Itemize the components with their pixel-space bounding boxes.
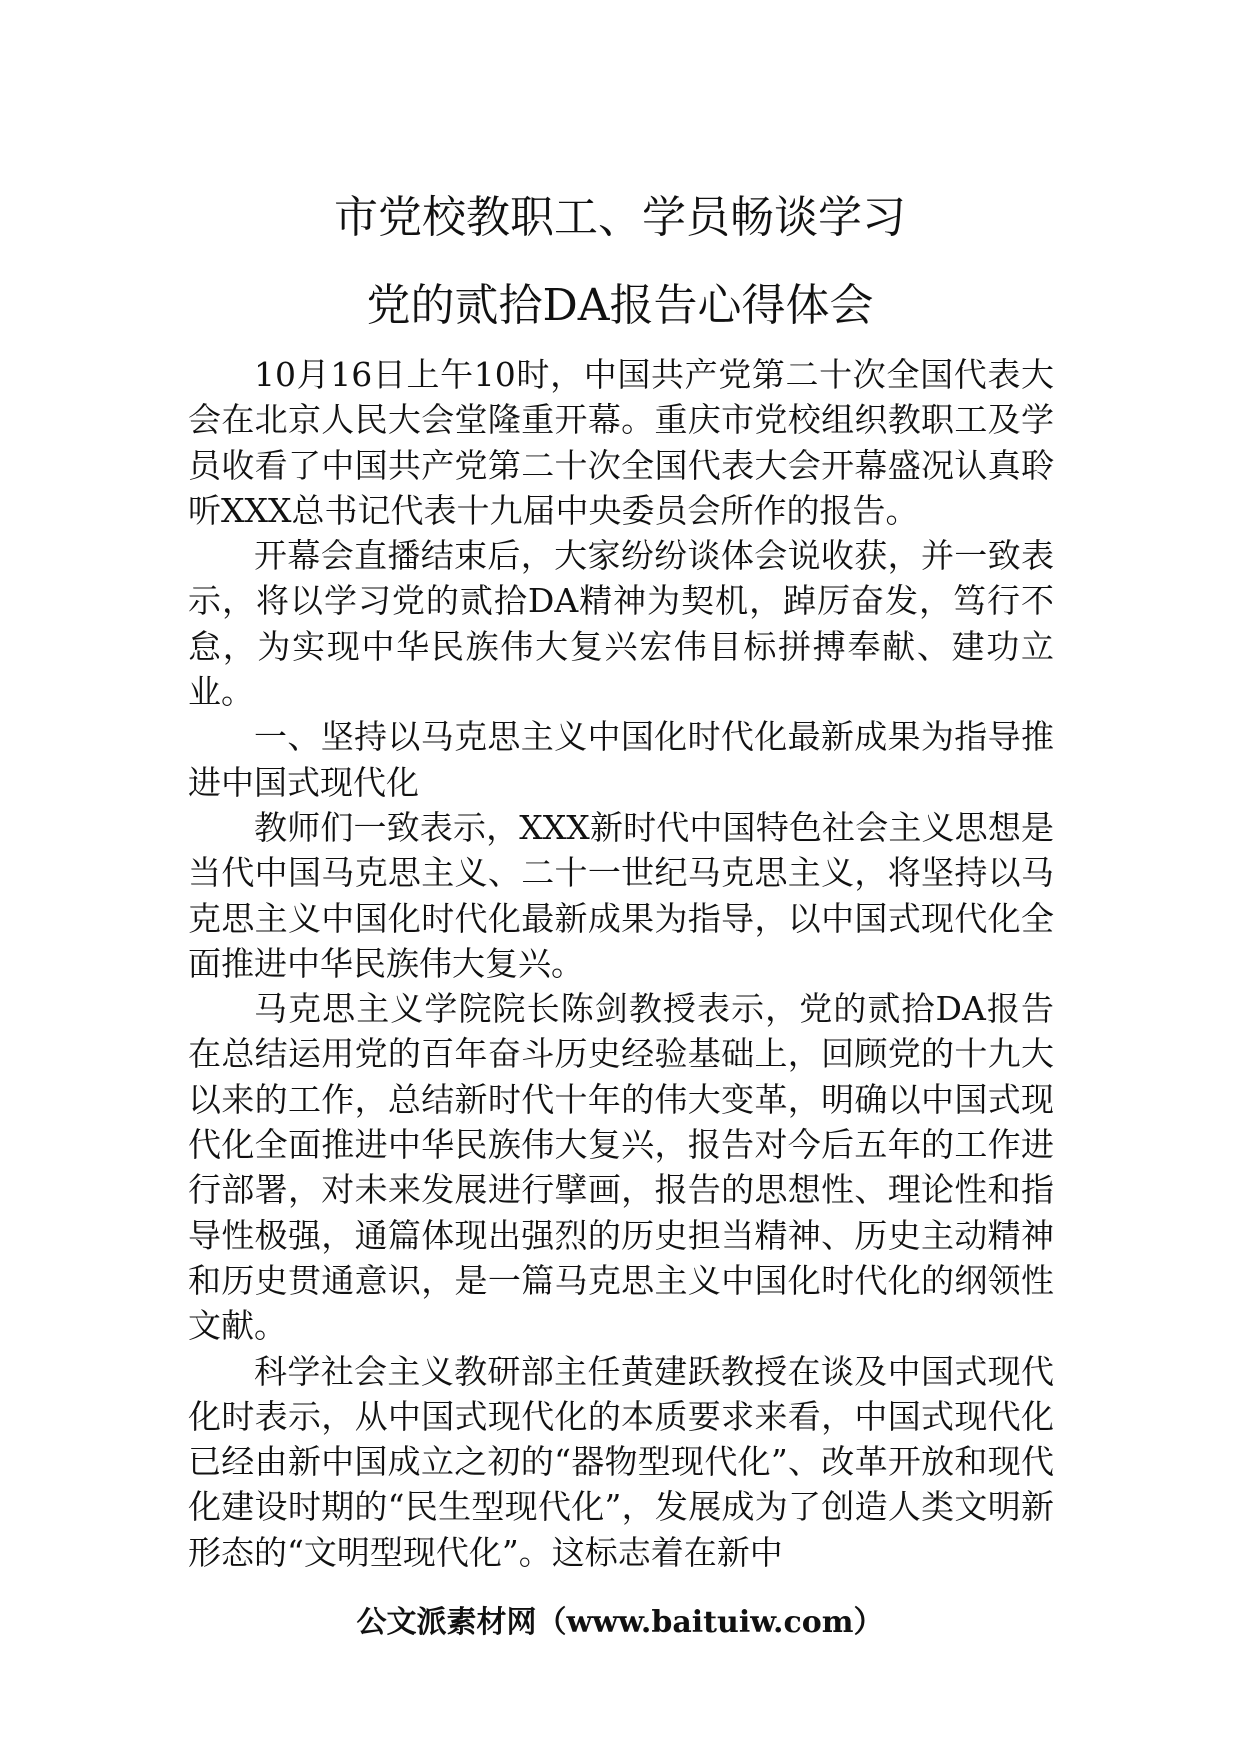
paragraph-chen-jian: 马克思主义学院院长陈剑教授表示，党的贰拾DA报告在总结运用党的百年奋斗历史经验基础上，回顾党的十九大以来的工作，总结新时代十年的伟大变革，明确以中国式现代化全面推进中华民族伟大复兴，报告对今后五年的工作进行部署，对未来发展进行擘画，报告的思想性、理论性和指导性极强，通篇体现出强烈的历史担当精神、历史主动精神和历史贯通意识，是一篇马克思主义中国化时代化的纲领性文献。 [188,989,1054,1346]
paragraph-huang-jianyue: 科学社会主义教研部主任黄建跃教授在谈及中国式现代化时表示，从中国式现代化的本质要求来看，中国式现代化已经由新中国成立之初的“器物型现代化”、改革开放和现代化建设时期的“民生型现代化”，发展成为了创造人类文明新形态的“文明型现代化”。这标志着在新中 [188,1351,1054,1572]
section-heading-1: 一、坚持以马克思主义中国化时代化最新成果为指导推进中国式现代化 [188,717,1054,802]
paragraph-opening: 10月16日上午10时，中国共产党第二十次全国代表大会在北京人民大会堂隆重开幕。重庆市党校组织教职工及学员收看了中国共产党第二十次全国代表大会开幕盛况认真聆听XXX总书记代表十九届中央委员会所作的报告。 [188,355,1054,530]
document-body [188,352,1054,1575]
page-footer-source: 公文派素材网（www.baituiw.com） [356,1605,884,1640]
document-title-line2: 党的贰拾DA报告心得体会 [366,280,874,331]
paragraph-reaction: 开幕会直播结束后，大家纷纷谈体会说收获，并一致表示，将以学习党的贰拾DA精神为契机，踔厉奋发，笃行不怠，为实现中华民族伟大复兴宏伟目标拼搏奉献、建功立业。 [188,536,1054,712]
paragraph-teachers: 教师们一致表示，XXX新时代中国特色社会主义思想是当代中国马克思主义、二十一世纪马克思主义，将坚持以马克思主义中国化时代化最新成果为指导，以中国式现代化全面推进中华民族伟大复兴。 [188,807,1054,983]
document-title-line1: 市党校教职工、学员畅谈学习 [334,192,906,243]
